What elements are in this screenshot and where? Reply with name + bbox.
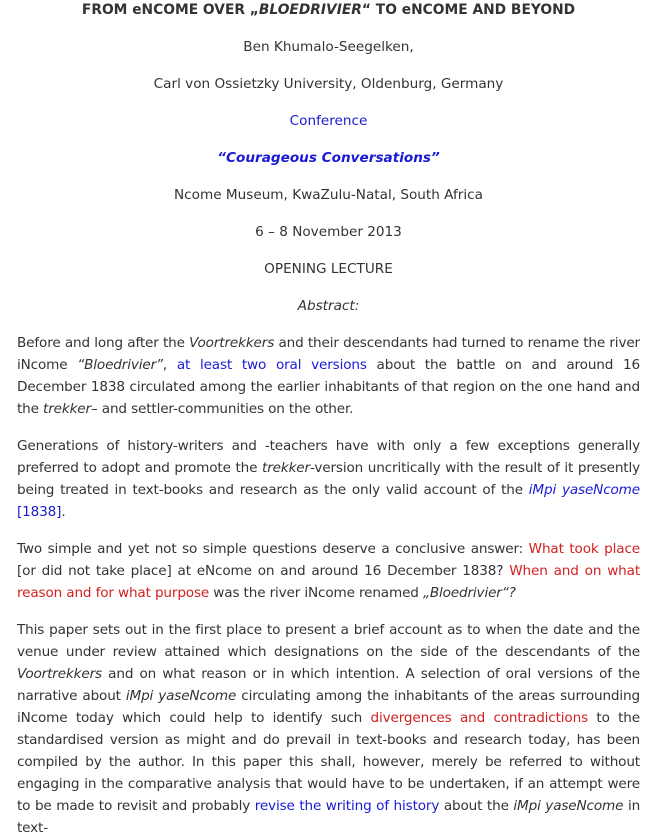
author-affiliation: Carl von Ossietzky University, Oldenburg, Germany (153, 76, 504, 92)
conference-link[interactable]: Conference (289, 113, 368, 129)
link-impi-yasencome[interactable]: iMpi yaseNcome (528, 482, 640, 498)
event-dates: 6 – 8 November 2013 (255, 224, 402, 240)
document-title: FROM eNCOME OVER „BLOEDRIVIER“ TO eNCOME AND BEYOND (81, 2, 576, 18)
paragraph-2: Generations of history-writers and -teachers have with only a few exceptions generally preferred to adopt and promote the trekker-version uncritically with the result of it presently being treated in text-books and research as the only valid account of the iMpi yaseNcome [1838]. (17, 438, 640, 520)
paragraph-4: This paper sets out in the first place to present a brief account as to when the date and the venue under review attained which designations on the side of the descendants of the Voortrekkers and on what reason or in which intention. A selection of oral versions of the narrative about iMpi yaseNcome circulating among the inhabitants of the areas surrounding iNcome today which could help to identify such divergences and contradictions to the standardised version as might and do prevail in text-books and research today, has been compiled by the author. In this paper this shall, however, merely be referred to without engaging in the comparative analysis that would have to be undertaken, if an attempt were to be made to revisit and probably revise the writing of history about the iMpi yaseNcome in text- (17, 622, 641, 836)
link-divergences[interactable]: divergences and contradictions (370, 710, 589, 726)
venue: Ncome Museum, KwaZulu-Natal, South Africa (174, 187, 483, 203)
link-revise-history[interactable]: revise the writing of history (254, 798, 440, 814)
link-when-and-why[interactable]: When and on what reason and for what purpose (17, 563, 641, 601)
abstract-heading: Abstract: (297, 298, 360, 314)
link-what-took-place[interactable]: What took place (528, 541, 640, 557)
conference-name[interactable]: “Courageous Conversations” (217, 150, 440, 166)
paragraph-3: Two simple and yet not so simple questions deserve a conclusive answer: What took place [or did not take place] at eNcome on and around 16 December 1838? When and on what reason and for what purpose was the river iNcome renamed „Bloedrivier“? (17, 541, 641, 601)
lecture-type: OPENING LECTURE (264, 261, 393, 277)
author-name: Ben Khumalo-Seegelken, (243, 39, 414, 55)
paragraph-1: Before and long after the Voortrekkers and their descendants had turned to rename the river iNcome “Bloedrivier”, at least two oral versions about the battle on and around 16 December 1838 circulated among the earlier inhabitants of that region on the one hand and the trekker– and settler-communities on the other. (17, 335, 640, 417)
link-1838[interactable]: [1838] (17, 504, 62, 520)
link-oral-versions[interactable]: at least two oral versions (176, 357, 367, 373)
title-italic-part: BLOEDRIVIER (258, 2, 362, 18)
